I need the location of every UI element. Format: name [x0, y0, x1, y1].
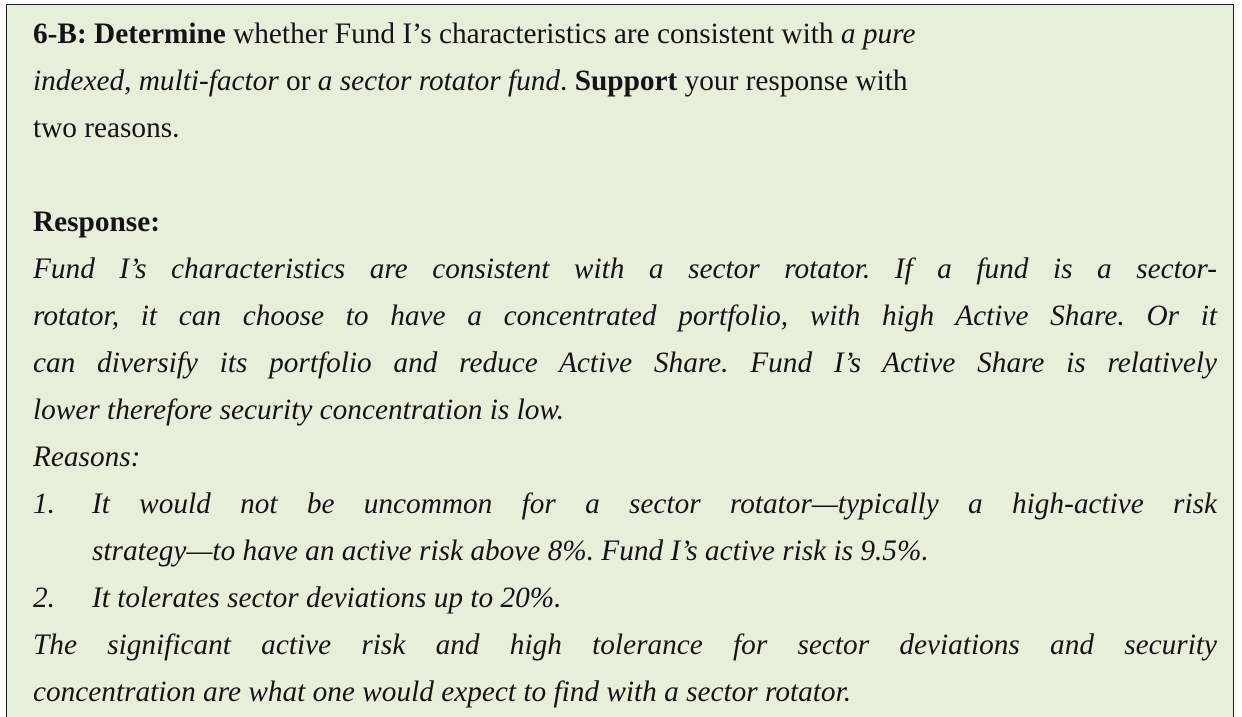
question-label: 6-B:: [33, 18, 87, 50]
reason-text: It tolerates sector deviations up to 20%.: [92, 582, 562, 614]
question-text: your response with: [677, 65, 908, 97]
separator: ,: [124, 65, 139, 97]
response-line-4: lower therefore security concentration is low.: [33, 394, 565, 426]
conclusion-line-1: The significant active risk and high tolerance for sector deviations and security: [33, 629, 1217, 661]
reason-number: 2.: [33, 582, 55, 614]
question-line-3: [33, 105, 1217, 152]
option-pure: a pure: [840, 18, 916, 50]
option-sector-rotator: a sector rotator fund: [317, 65, 561, 97]
response-heading: Response:: [33, 206, 160, 238]
spacer: [33, 152, 1217, 199]
reasons-label: Reasons:: [33, 441, 141, 473]
reason-number: 1.: [33, 488, 55, 520]
separator: or: [278, 65, 318, 97]
question-line-2: [33, 58, 1217, 105]
reason-item-1-continued: strategy—to have an active risk above 8%. Fund I’s active risk is 9.5%.: [92, 535, 929, 567]
answer-box: [6, 4, 1234, 717]
conclusion-line-2: concentration are what one would expect to find with a sector rotator.: [33, 676, 852, 708]
question-text: two reasons.: [33, 112, 180, 144]
option-multi-factor: multi-factor: [138, 65, 279, 97]
question-verb-support: Support: [574, 65, 678, 97]
response-line-3: can diversify its portfolio and reduce Active Share. Fund I’s Active Share is relatively: [33, 347, 1217, 379]
reason-item-1: [33, 481, 1217, 528]
response-line-2: rotator, it can choose to have a concentrated portfolio, with high Active Share. Or it: [33, 300, 1217, 332]
reason-item-2: [33, 575, 1217, 622]
sentence-end: .: [560, 65, 575, 97]
question-line-1: [33, 11, 1217, 58]
question-verb-determine: Determine: [94, 18, 226, 50]
question-text: whether Fund I’s characteristics are consistent with: [225, 18, 841, 50]
option-indexed: indexed: [33, 65, 125, 97]
response-line-1: Fund I’s characteristics are consistent with a sector rotator. If a fund is a sector-: [33, 253, 1217, 285]
reason-text: It would not be uncommon for a sector rotator—typically a high-active risk: [92, 488, 1217, 520]
